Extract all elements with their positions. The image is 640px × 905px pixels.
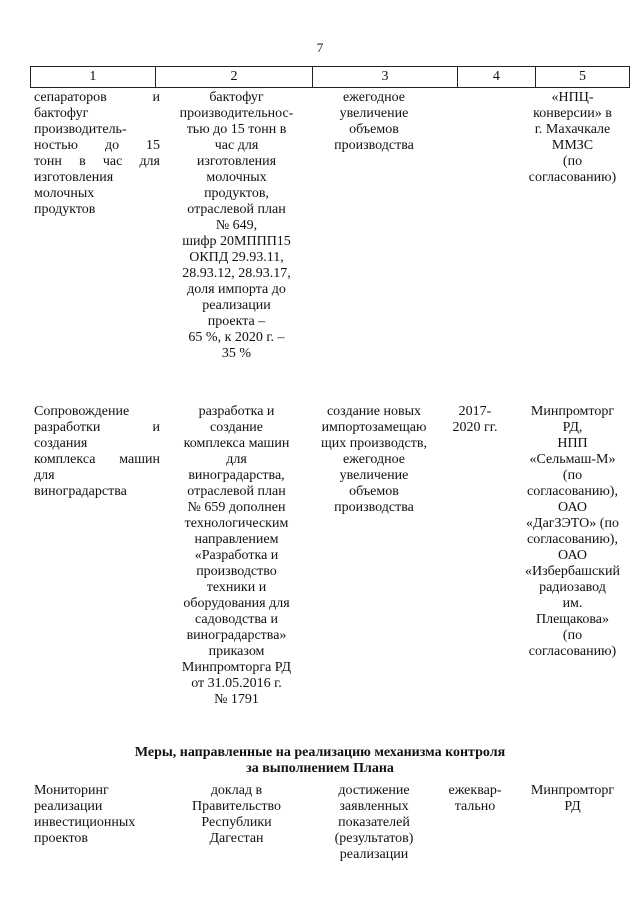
text-line: создание новых (326, 404, 422, 419)
text-line: «Разработка и (194, 548, 279, 563)
row3-col2 (160, 783, 305, 863)
text-line: (по (562, 628, 583, 643)
text-line: показателей (338, 815, 410, 830)
text-line: № 1791 (214, 692, 259, 707)
text-line: Минпромторг (530, 404, 615, 419)
page-number: 7 (316, 40, 324, 55)
text-line: садоводства и (195, 612, 278, 627)
text-line: реализации (202, 298, 271, 313)
text-line: продуктов, (204, 186, 269, 201)
text-line: конверсии» в (533, 106, 612, 121)
text-line: РД, (562, 420, 583, 435)
text-line: «НПЦ- (551, 90, 594, 105)
row2-col1 (30, 404, 160, 708)
text-line: разработки и (34, 420, 160, 435)
header-col-3: 3 (312, 67, 457, 87)
text-line: сепараторов и (34, 90, 160, 105)
header-col-2: 2 (155, 67, 312, 87)
text-line: виноградарства» (186, 628, 287, 643)
row2-col5 (515, 404, 630, 708)
text-line: Республики (201, 815, 272, 830)
text-line: НПП (557, 436, 588, 451)
table-row-vineyard (30, 404, 630, 708)
text-line: для (34, 468, 55, 483)
row3-col1 (30, 783, 160, 863)
header-col-1: 1 (30, 67, 155, 87)
text-line: шифр 20МППП15 (182, 234, 291, 249)
text-line: час для (214, 138, 259, 153)
text-line: реализации (339, 847, 409, 862)
text-line: оборудования для (183, 596, 290, 611)
header-col-4: 4 (457, 67, 535, 87)
row2-col3 (305, 404, 435, 708)
text-line: увеличение (339, 106, 409, 121)
text-line: (результатов) (334, 831, 414, 846)
text-line: приказом (208, 644, 265, 659)
text-line: бактофуг (209, 90, 264, 105)
text-line: согласованию), (527, 484, 618, 499)
text-line: проектов (34, 831, 89, 846)
text-line: бактофуг (34, 106, 89, 121)
text-line: щих производств, (321, 436, 427, 451)
text-line: доклад в (210, 783, 263, 798)
text-line: № 649, (215, 218, 258, 233)
text-line: 65 %, к 2020 г. – (188, 330, 285, 345)
text-line: увеличение (339, 468, 409, 483)
text-line: Дагестан (209, 831, 264, 846)
text-line: тонн в час для (34, 154, 160, 169)
row1-col1 (30, 90, 160, 362)
text-line: заявленных (339, 799, 409, 814)
text-line: импортозамещаю (321, 420, 427, 435)
text-line: (по (562, 154, 583, 169)
text-line: Мониторинг (34, 783, 109, 798)
text-line: ежегодное (343, 90, 405, 105)
text-line: направлением (194, 532, 279, 547)
text-line: отраслевой план (187, 202, 286, 217)
text-line: ежеквар- (448, 783, 502, 798)
text-line: доля импорта до (187, 282, 286, 297)
text-line: согласованию) (528, 170, 617, 185)
text-line: Плещакова» (535, 612, 610, 627)
text-line: производства (334, 500, 414, 515)
text-line: производитель- (34, 122, 127, 137)
text-line: Меры, направленные на реализацию механизма контроля (134, 745, 506, 760)
table-row-separators (30, 90, 630, 362)
row2-col2 (160, 404, 305, 708)
text-line: ММЗС (551, 138, 594, 153)
text-line: технологическим (184, 516, 289, 531)
text-line: виноградарства (34, 484, 127, 499)
text-line: Минпромторга РД (181, 660, 292, 675)
text-line: ОАО (558, 500, 587, 515)
text-line: ОАО (558, 548, 587, 563)
text-line: 2020 гг. (452, 420, 498, 435)
text-line: Минпромторг (530, 783, 615, 798)
text-line: согласованию) (528, 644, 617, 659)
text-line: РД (564, 799, 581, 814)
header-col-5: 5 (535, 67, 630, 87)
text-line: «ДагЗЭТО» (по (526, 516, 619, 531)
table-header (30, 66, 630, 88)
text-line: виноградарства, (188, 468, 285, 483)
text-line: Сопровождение (34, 404, 130, 419)
text-line: объемов (349, 122, 399, 137)
text-line: согласованию), (527, 532, 618, 547)
text-line: молочных (206, 170, 267, 185)
text-line: 28.93.12, 28.93.17, (182, 266, 291, 281)
text-line: достижение (338, 783, 410, 798)
text-line: создание (209, 420, 264, 435)
text-line: реализации (34, 799, 103, 814)
text-line: «Избербашский (525, 564, 620, 579)
text-line: «Сельмаш-М» (529, 452, 616, 467)
text-line: изготовления (34, 170, 114, 185)
text-line: изготовления (196, 154, 277, 169)
row1-col3 (305, 90, 435, 362)
text-line: отраслевой план (187, 484, 286, 499)
text-line: продуктов (34, 202, 96, 217)
text-line: радиозавод (539, 580, 606, 595)
row1-col5 (515, 90, 630, 362)
text-line: техники и (206, 580, 267, 595)
text-line: ОКПД 29.93.11, (189, 250, 284, 265)
text-line: тально (454, 799, 496, 814)
text-line: тью до 15 тонн в (186, 122, 287, 137)
text-line: для (226, 452, 247, 467)
row3-col3 (305, 783, 435, 863)
row3-col4 (435, 783, 515, 863)
row2-col4 (435, 404, 515, 708)
text-line: разработка и (198, 404, 275, 419)
text-line: инвестиционных (34, 815, 136, 830)
text-line: от 31.05.2016 г. (191, 676, 282, 691)
row1-col4 (435, 90, 515, 362)
text-line: молочных (34, 186, 95, 201)
section-title (0, 745, 640, 777)
text-line: 35 % (221, 346, 252, 361)
row3-col5 (515, 783, 630, 863)
text-line: (по (562, 468, 583, 483)
text-line: производства (334, 138, 414, 153)
text-line: ежегодное (343, 452, 405, 467)
text-line: ностью до 15 (34, 138, 160, 153)
text-line: 2017- (458, 404, 492, 419)
text-line: производство (196, 564, 277, 579)
text-line: за выполнением Плана (246, 761, 394, 776)
text-line: комплекса машин (183, 436, 290, 451)
text-line: производительнос- (179, 106, 294, 121)
text-line: проекта – (207, 314, 266, 329)
text-line: создания (34, 436, 88, 451)
text-line: объемов (349, 484, 399, 499)
text-line: г. Махачкале (534, 122, 611, 137)
text-line: комплекса машин (34, 452, 160, 467)
row1-col2 (160, 90, 305, 362)
text-line: им. (562, 596, 583, 611)
table-row-monitoring (30, 783, 630, 863)
text-line: Правительство (192, 799, 281, 814)
text-line: № 659 дополнен (187, 500, 286, 515)
